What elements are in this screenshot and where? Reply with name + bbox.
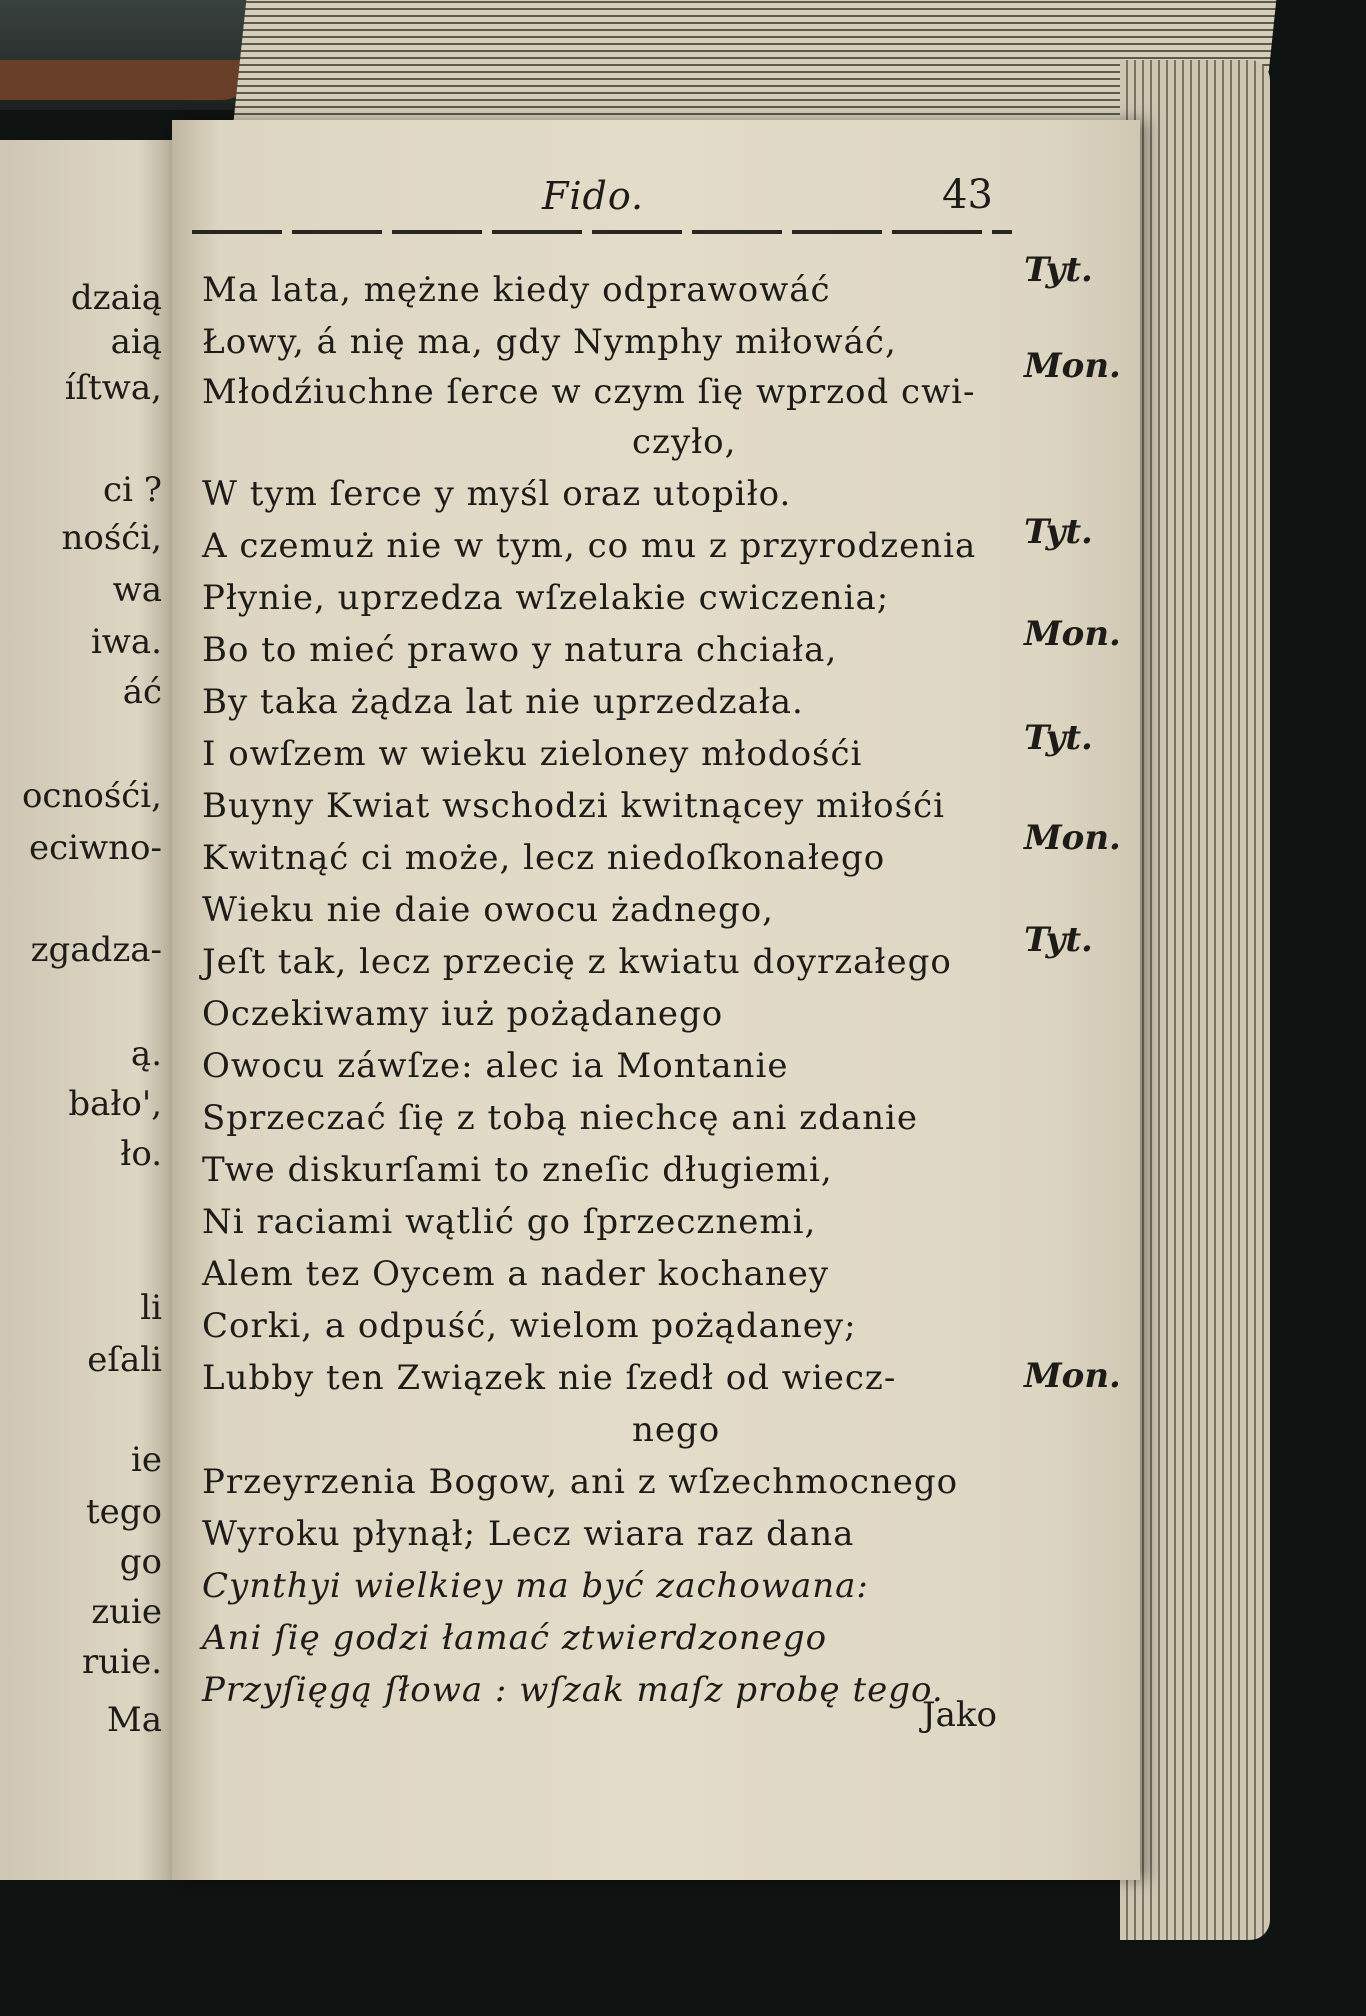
verse-line: Lubby ten Związek nie ſzedł od wiecz- [202, 1358, 897, 1398]
speaker-label: Mon. [1024, 1356, 1121, 1396]
cover-binding-band [0, 60, 260, 100]
verse-line: Łowy, á nię ma, gdy Nymphy miłowáć, [202, 322, 897, 362]
left-page-line: zuie [91, 1592, 162, 1632]
verse-line: Twe diskurſami to zneſic długiemi, [202, 1150, 833, 1190]
running-title: Fido. [542, 174, 645, 218]
verse-line: Jeſt tak, lecz przecię z kwiatu doyrzałego [202, 942, 952, 982]
verse-line-continuation: czyło, [632, 422, 737, 462]
verse-line: By taka żądza lat nie uprzedzała. [202, 682, 804, 722]
verse-line: Alem tez Oycem a nader kochaney [202, 1254, 830, 1294]
verse-line: Oczekiwamy iuż pożądanego [202, 994, 724, 1034]
verse-line-continuation: nego [632, 1410, 721, 1450]
verse-line: Buyny Kwiat wschodzi kwitnącey miłośći [202, 786, 946, 826]
verse-line: Cynthyi wielkiey ma być zachowana: [202, 1566, 869, 1606]
speaker-label: Mon. [1024, 614, 1121, 654]
verse-line: Wieku nie daie owocu żadnego, [202, 890, 774, 930]
left-page-line: ą. [130, 1034, 162, 1074]
left-page-line: aią [110, 322, 162, 362]
left-page-line: eciwno- [29, 828, 162, 868]
catchword: Jako [922, 1695, 997, 1735]
speaker-label: Tyt. [1024, 920, 1093, 960]
left-page-line: íſtwa, [64, 368, 162, 408]
verse-line: Kwitnąć ci może, lecz niedoſkonałego [202, 838, 886, 878]
verse-line: Płynie, uprzedza wſzelakie cwiczenia; [202, 578, 890, 618]
verse-line: Przeyrzenia Bogow, ani z wſzechmocnego [202, 1462, 959, 1502]
left-page-line: wa [112, 570, 162, 610]
left-page-line: tego [85, 1492, 162, 1532]
speaker-label: Mon. [1024, 818, 1121, 858]
left-page-line: ocnośći, [21, 776, 162, 816]
verse-line: Ni raciami wątlić go ſprzecznemi, [202, 1202, 817, 1242]
right-page [172, 120, 1140, 1880]
verse-line: Corki, a odpuść, wielom pożądaney; [202, 1306, 857, 1346]
verse-line: Przyſięgą ſłowa : wſzak maſz probę tego. [202, 1670, 944, 1710]
speaker-label: Tyt. [1024, 250, 1093, 290]
left-page [0, 140, 172, 1880]
verse-line: Ma lata, mężne kiedy odprawowáć [202, 270, 831, 310]
left-page-line: iwa. [90, 622, 162, 662]
left-page-line: go [119, 1542, 162, 1582]
left-page-line: dzaią [70, 278, 162, 318]
left-page-line: nośći, [61, 518, 162, 558]
verse-line: A czemuż nie w tym, co mu z przyrodzenia [202, 526, 977, 566]
left-page-line: bało', [68, 1084, 162, 1124]
header-rule [192, 230, 1012, 234]
left-page-line: li [140, 1288, 162, 1328]
speaker-label: Tyt. [1024, 512, 1093, 552]
speaker-label: Mon. [1024, 346, 1121, 386]
page-number: 43 [942, 172, 993, 218]
left-page-line: áć [122, 672, 162, 712]
verse-line: Bo to mieć prawo y natura chciała, [202, 630, 838, 670]
left-page-line: ie [131, 1440, 162, 1480]
verse-line: I owſzem w wieku zieloney młodośći [202, 734, 863, 774]
verse-line: Owocu záwſze: alec ia Montanie [202, 1046, 789, 1086]
left-page-line: ruie. [82, 1642, 162, 1682]
left-page-line: ci ? [103, 470, 162, 510]
speaker-label: Tyt. [1024, 718, 1093, 758]
page-edges-side [1120, 60, 1270, 1940]
verse-line: Młodźiuchne ſerce w czym ſię wprzod cwi- [202, 372, 976, 412]
left-page-line: zgadza- [30, 930, 162, 970]
left-page-line: ło. [120, 1134, 162, 1174]
verse-line: Sprzeczać ſię z tobą niechcę ani zdanie [202, 1098, 918, 1138]
left-page-catchword: Ma [106, 1700, 162, 1740]
left-page-line: eſali [87, 1340, 162, 1380]
verse-line: W tym ſerce y myśl oraz utopiło. [202, 474, 792, 514]
verse-line: Wyroku płynął; Lecz wiara raz dana [202, 1514, 855, 1554]
verse-line: Ani ſię godzi łamać ztwierdzonego [202, 1618, 828, 1658]
